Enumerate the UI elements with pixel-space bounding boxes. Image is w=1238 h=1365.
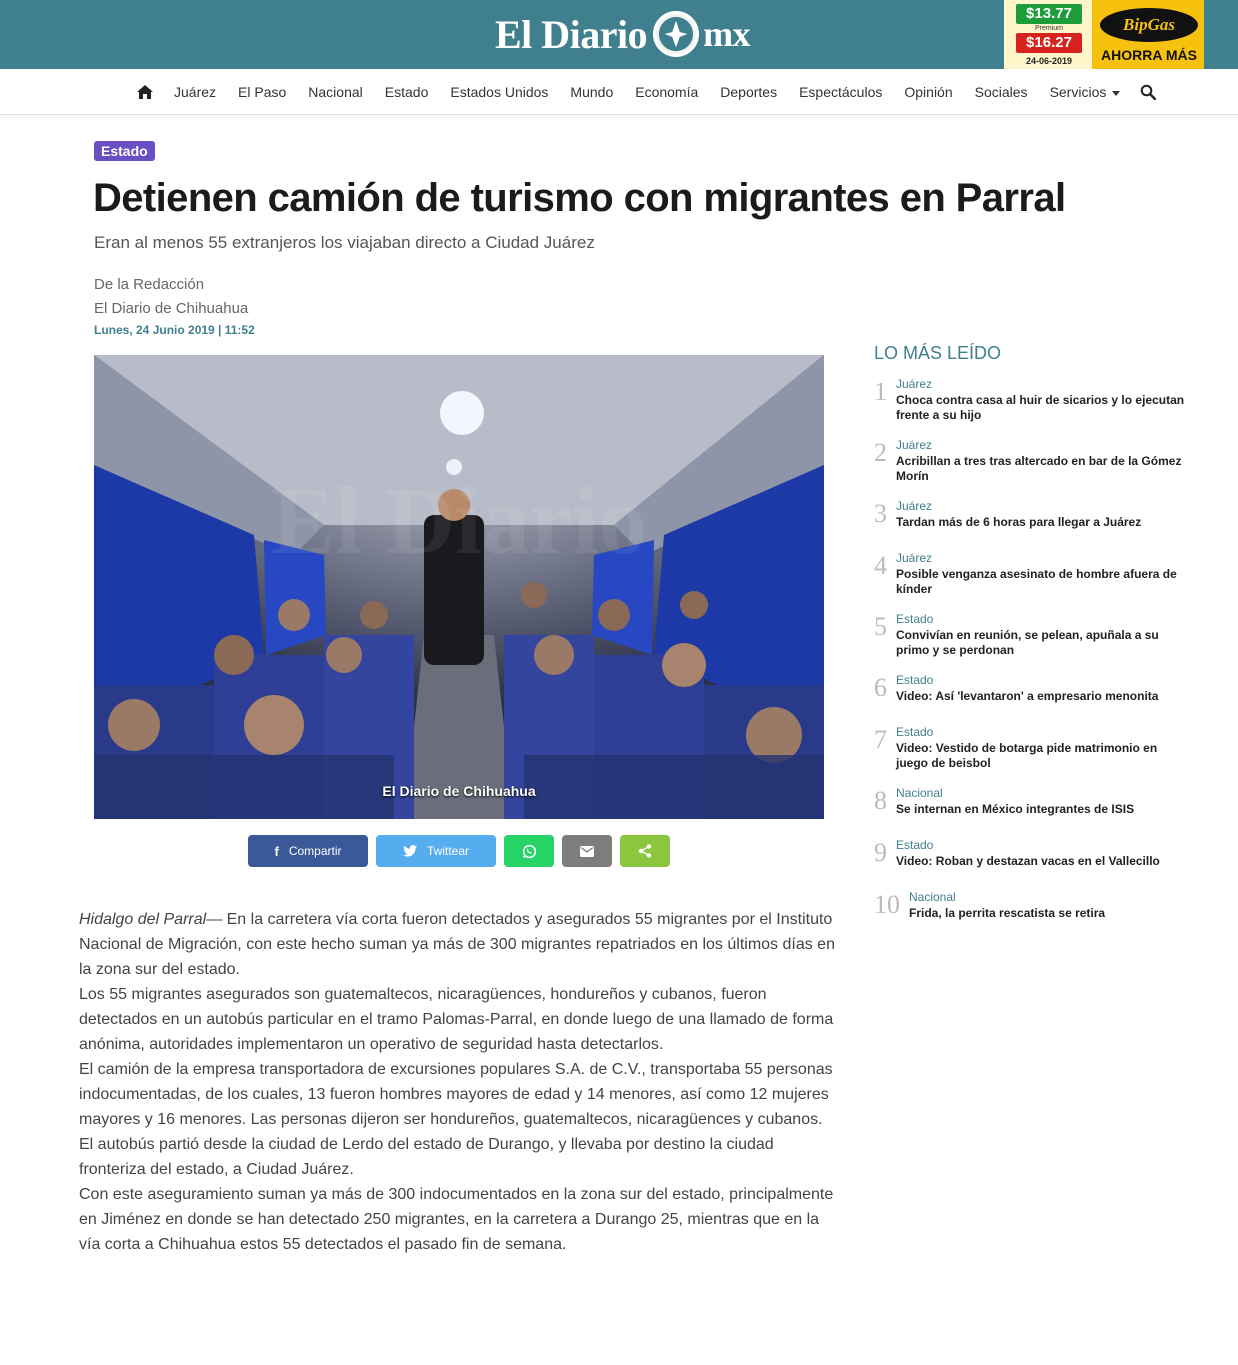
share-twitter-label: Twittear: [426, 844, 469, 858]
rank-category[interactable]: Juárez: [896, 499, 933, 513]
paragraph: El autobús partió desde la ciudad de Lerdo del estado de Durango, y llevaba por destino la ciudad fronteriza del estado, a Ciudad Juárez.: [79, 1136, 774, 1178]
top-header: [0, 0, 1238, 69]
whatsapp-icon: [522, 844, 537, 859]
paragraph: Con este aseguramiento suman ya más de 300 indocumentados en la zona sur del estado, principalmente en Jiménez en donde se han detectado 250 migrantes, en la carretera a Durango 25, mientras que en la vía corta a Chihuahua estos 55 detectados el pasado fin de semana.: [79, 1186, 834, 1253]
article-date: Lunes, 24 Junio 2019 | 11:52: [94, 323, 255, 337]
logo-emblem-icon: [653, 11, 699, 57]
share-whatsapp-button[interactable]: [504, 835, 554, 867]
main-nav-bar: [0, 69, 1238, 115]
email-icon: [580, 846, 594, 857]
nav-item-economia[interactable]: Economía: [635, 84, 699, 100]
logo-text-left: El Diario: [495, 11, 648, 57]
byline-outlet: El Diario de Chihuahua: [94, 300, 249, 317]
rank-number: 9: [874, 838, 887, 867]
rank-category[interactable]: Juárez: [896, 438, 933, 452]
paragraph-text: — En la carretera vía corta fueron detectados y asegurados 55 migrantes por el Instituto Nacional de Migración, con este hecho suman ya más de 300 migrantes repatriados en los últimos días en la zona sur del estado.: [79, 911, 835, 978]
ad-price-regular: $13.77: [1016, 4, 1082, 24]
photo-watermark: El Diario: [271, 467, 647, 574]
nav-item-mundo[interactable]: Mundo: [570, 84, 614, 100]
ad-cta: AHORRA MÁS: [1101, 47, 1197, 63]
nav-item-deportes[interactable]: Deportes: [720, 84, 778, 100]
rank-category[interactable]: Juárez: [896, 551, 933, 565]
rank-category[interactable]: Estado: [896, 838, 934, 852]
rank-category[interactable]: Estado: [896, 673, 934, 687]
nav-item-opinion[interactable]: Opinión: [904, 84, 953, 100]
rank-number: 8: [874, 786, 887, 815]
ad-banner[interactable]: [1004, 0, 1204, 69]
rank-number: 2: [874, 438, 887, 467]
photo-credit: El Diario de Chihuahua: [382, 783, 536, 799]
rank-headline[interactable]: Video: Así 'levantaron' a empresario menonita: [896, 689, 1159, 703]
rank-headline[interactable]: Video: Vestido de botarga pide matrimonio en juego de beisbol: [896, 741, 1158, 770]
rank-category[interactable]: Estado: [896, 725, 934, 739]
share-twitter-button[interactable]: [376, 835, 496, 867]
share-more-button[interactable]: [620, 835, 670, 867]
article-subtitle: Eran al menos 55 extranjeros los viajaban directo a Ciudad Juárez: [94, 233, 595, 252]
search-icon[interactable]: [1140, 84, 1156, 100]
share-facebook-label: Compartir: [288, 844, 342, 858]
rank-headline[interactable]: Frida, la perrita rescatista se retira: [909, 906, 1106, 920]
rank-headline[interactable]: Tardan más de 6 horas para llegar a Juárez: [896, 515, 1142, 529]
ad-date: 24-06-2019: [1025, 56, 1073, 66]
nav-item-sociales[interactable]: Sociales: [974, 84, 1028, 100]
paragraph: [79, 907, 839, 982]
nav-item-juarez[interactable]: Juárez: [174, 84, 217, 100]
rank-headline[interactable]: Posible venganza asesinato de hombre afuera de kínder: [896, 567, 1177, 596]
nav-item-nacional[interactable]: Nacional: [308, 84, 363, 100]
rank-number: 1: [874, 377, 887, 406]
rank-headline[interactable]: Choca contra casa al huir de sicarios y lo ejecutan frente a su hijo: [896, 393, 1185, 422]
facebook-icon: f: [274, 843, 279, 859]
rank-headline[interactable]: Convivían en reunión, se pelean, apuñala a su primo y se perdonan: [896, 628, 1159, 657]
rank-category[interactable]: Estado: [896, 612, 934, 626]
article-title: Detienen camión de turismo con migrantes en Parral: [93, 176, 1066, 220]
rank-category[interactable]: Juárez: [896, 377, 933, 391]
nav-item-estado[interactable]: Estado: [384, 84, 429, 100]
dateline-place: Hidalgo del Parral: [79, 911, 207, 928]
nav-item-espectaculos[interactable]: Espectáculos: [799, 84, 883, 100]
byline-author: De la Redacción: [94, 276, 205, 293]
rank-number: 5: [874, 612, 887, 641]
rank-category[interactable]: Nacional: [909, 890, 956, 904]
nav-item-estados-unidos[interactable]: Estados Unidos: [450, 84, 549, 100]
paragraph: Los 55 migrantes asegurados son guatemaltecos, nicaragüences, hondureños y cubanos, fueron detectados en un autobús particular en el tramo Palomas-Parral, en donde luego de una llamado de forma anónima, autoridades implementaron un operativo de seguridad hasta detectarlos.: [79, 986, 834, 1053]
share-icon: [638, 844, 652, 858]
share-email-button[interactable]: [562, 835, 612, 867]
paragraph: El camión de la empresa transportadora de excursiones populares S.A. de C.V., transportaba 55 personas indocumentadas, de los cuales, 13 fueron hombres mayores de edad y 14 menores, así como 12 mujeres mayores y 16 menores. Las personas dijeron ser hondureños, guatemaltecos, nicaragüences y cubanos.: [79, 1061, 833, 1128]
rank-number: 6: [874, 673, 887, 702]
ad-brand-logo: BipGas: [1100, 8, 1198, 42]
chevron-down-icon: [1112, 91, 1120, 96]
rank-number: 7: [874, 725, 887, 754]
bus-interior-image: [94, 355, 824, 819]
main-nav: [136, 69, 1156, 115]
rank-headline[interactable]: Video: Roban y destazan vacas en el Vallecillo: [896, 854, 1160, 868]
most-read-title: LO MÁS LEÍDO: [874, 343, 1002, 363]
rank-headline[interactable]: Acribillan a tres tras altercado en bar de la Gómez Morín: [896, 454, 1182, 483]
logo-text-right: mx: [703, 14, 751, 54]
rank-number: 4: [874, 551, 887, 580]
article-photo[interactable]: [94, 355, 824, 819]
article-body: [79, 907, 839, 1257]
home-icon[interactable]: [136, 83, 154, 101]
site-logo[interactable]: [495, 8, 750, 60]
nav-item-servicios[interactable]: [1050, 84, 1121, 100]
category-tag[interactable]: Estado: [94, 141, 155, 161]
ad-premium-label: Premium: [1034, 25, 1063, 32]
share-facebook-button[interactable]: [248, 835, 368, 867]
ad-price-premium: $16.27: [1016, 33, 1082, 53]
nav-item-el-paso[interactable]: El Paso: [238, 84, 287, 100]
nav-item-servicios-label: Servicios: [1049, 84, 1107, 100]
rank-headline[interactable]: Se internan en México integrantes de ISIS: [896, 802, 1135, 816]
rank-number: 3: [874, 499, 887, 528]
rank-category[interactable]: Nacional: [896, 786, 943, 800]
twitter-icon: [403, 845, 417, 857]
rank-number: 10: [874, 890, 900, 919]
